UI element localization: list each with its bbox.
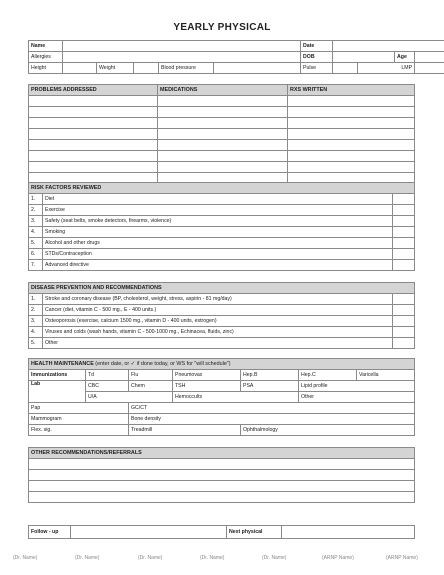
disease-num: 4. [29, 327, 43, 338]
disease-check[interactable] [393, 327, 415, 338]
provider-name: (ARNP Name) [386, 555, 418, 561]
blood-pressure-label: Blood pressure [159, 63, 214, 74]
medication-cell[interactable] [158, 162, 288, 173]
problem-cell[interactable] [29, 107, 158, 118]
health-maintenance-heading: HEALTH MAINTENANCE [31, 361, 94, 367]
date-field[interactable] [333, 41, 444, 52]
disease-item: Cancer (diet, vitamin C - 500 mg., E - 400 units.) [43, 305, 393, 316]
medications-heading: MEDICATIONS [158, 85, 288, 96]
referral-line[interactable] [29, 459, 415, 470]
follow-up-label: Follow - up [29, 526, 71, 539]
disease-prevention-heading: DISEASE PREVENTION AND RECOMMENDATIONS [29, 283, 415, 294]
problem-cell[interactable] [29, 151, 158, 162]
rx-cell[interactable] [288, 140, 415, 151]
disease-num: 3. [29, 316, 43, 327]
dob-label: DOB [301, 52, 333, 63]
age-label: Age [395, 52, 415, 63]
disease-check[interactable] [393, 305, 415, 316]
rx-cell[interactable] [288, 107, 415, 118]
referral-line[interactable] [29, 492, 415, 503]
risk-item: Safety (seat belts, smoke detectors, firearms, violence) [43, 216, 393, 227]
weight-field[interactable] [134, 63, 159, 74]
provider-name: (Dr. Name) [262, 555, 287, 561]
lab-cbc[interactable]: CBC [86, 381, 129, 392]
patient-info-table [28, 40, 444, 74]
immunization-td[interactable]: Td [86, 370, 129, 381]
immunization-flu[interactable]: Flu [129, 370, 173, 381]
immunization-hep-c[interactable]: Hep.C [299, 370, 357, 381]
provider-name: (Dr. Name) [138, 555, 163, 561]
rxs-written-heading: RXS WRITTEN [288, 85, 415, 96]
pap-field[interactable]: Pap [29, 403, 129, 414]
follow-up-table [28, 525, 415, 539]
disease-prevention-table [28, 282, 415, 349]
name-label: Name [29, 41, 63, 52]
immunization-varicella[interactable]: Varicella [357, 370, 415, 381]
rx-cell[interactable] [288, 151, 415, 162]
next-physical-field[interactable] [282, 526, 415, 539]
health-maintenance-header [29, 359, 415, 370]
medication-cell[interactable] [158, 96, 288, 107]
problem-cell[interactable] [29, 118, 158, 129]
risk-factors-heading: RISK FACTORS REVIEWED [29, 183, 415, 194]
disease-item: Osteoporosis (exercise, calcium 1500 mg., vitamin D - 400 units, estrogen) [43, 316, 393, 327]
risk-num: 2. [29, 205, 43, 216]
mammogram-field[interactable]: Mammogram [29, 414, 129, 425]
name-field[interactable] [63, 41, 301, 52]
medication-cell[interactable] [158, 129, 288, 140]
lab-ua[interactable]: U/A [86, 392, 173, 403]
risk-num: 6. [29, 249, 43, 260]
other-recommendations-heading: OTHER RECOMMENDATIONS/REFERRALS [29, 448, 415, 459]
flex-sig-field[interactable]: Flex. sig. [29, 425, 129, 436]
gc-ct-field[interactable]: GC/CT [129, 403, 415, 414]
form-title: YEARLY PHYSICAL [173, 22, 271, 33]
risk-num: 3. [29, 216, 43, 227]
risk-check[interactable] [393, 249, 415, 260]
follow-up-field[interactable] [71, 526, 227, 539]
medication-cell[interactable] [158, 140, 288, 151]
date-label: Date [301, 41, 333, 52]
risk-check[interactable] [393, 227, 415, 238]
health-maintenance-table [28, 358, 415, 436]
lmp-label: LMP [358, 63, 415, 74]
disease-item: Other [43, 338, 393, 349]
lmp-field[interactable] [415, 63, 444, 74]
problem-cell[interactable] [29, 96, 158, 107]
lab-tsh[interactable]: TSH [173, 381, 241, 392]
disease-check[interactable] [393, 294, 415, 305]
risk-check[interactable] [393, 216, 415, 227]
risk-item: Exercise [43, 205, 393, 216]
problems-addressed-heading: PROBLEMS ADDRESSED [29, 85, 158, 96]
lab-lipid-profile[interactable]: Lipid profile [299, 381, 415, 392]
immunizations-label: Immunizations [29, 370, 86, 381]
immunization-hep-b[interactable]: Hep.B [241, 370, 299, 381]
allergies-field[interactable] [63, 52, 301, 63]
disease-item: Stroke and coronary disease (BP, cholesterol, weight, stress, aspirin - 81 mg/day) [43, 294, 393, 305]
risk-num: 5. [29, 238, 43, 249]
disease-check[interactable] [393, 338, 415, 349]
rx-cell[interactable] [288, 162, 415, 173]
disease-num: 2. [29, 305, 43, 316]
ophthalmology-field[interactable]: Ophthalmology [241, 425, 415, 436]
risk-item: Alcohol and other drugs [43, 238, 393, 249]
rx-cell[interactable] [288, 96, 415, 107]
disease-item: Viruses and colds (wash hands, vitamin C - 500-1000 mg., Echinacea, fluids, zinc) [43, 327, 393, 338]
disease-num: 1. [29, 294, 43, 305]
dob-field[interactable] [333, 52, 395, 63]
blood-pressure-field[interactable] [214, 63, 301, 74]
lab-label: Lab [29, 381, 86, 403]
bone-density-field[interactable]: Bone density [129, 414, 415, 425]
risk-check[interactable] [393, 260, 415, 271]
immunization-pneumovax[interactable]: Pneumovax [173, 370, 241, 381]
provider-name: (Dr. Name) [13, 555, 38, 561]
lab-hemoccults[interactable]: Hemoccults [173, 392, 299, 403]
other-recommendations-table [28, 447, 415, 503]
disease-num: 5. [29, 338, 43, 349]
risk-check[interactable] [393, 238, 415, 249]
medication-cell[interactable] [158, 151, 288, 162]
height-field[interactable] [63, 63, 97, 74]
risk-factors-table [28, 182, 415, 271]
allergies-label: Allergies [29, 52, 63, 63]
weight-label: Weight [97, 63, 134, 74]
pulse-field[interactable] [333, 63, 358, 74]
lab-psa[interactable]: PSA [241, 381, 299, 392]
risk-item: Advanced directive [43, 260, 393, 271]
risk-num: 7. [29, 260, 43, 271]
risk-check[interactable] [393, 194, 415, 205]
health-maintenance-note: (enter date, or ✓ if done today, or WS for "will schedule") [95, 361, 231, 367]
referral-line[interactable] [29, 481, 415, 492]
lab-chem[interactable]: Chem [129, 381, 173, 392]
provider-name: (ARNP Name) [322, 555, 354, 561]
age-field[interactable] [415, 52, 444, 63]
rx-cell[interactable] [288, 118, 415, 129]
referral-line[interactable] [29, 470, 415, 481]
problem-cell[interactable] [29, 140, 158, 151]
problem-cell[interactable] [29, 162, 158, 173]
risk-item: STDs/Contraception [43, 249, 393, 260]
rx-cell[interactable] [288, 129, 415, 140]
medication-cell[interactable] [158, 118, 288, 129]
medication-cell[interactable] [158, 107, 288, 118]
problems-table [28, 84, 415, 184]
lab-other[interactable]: Other [299, 392, 415, 403]
height-label: Height [29, 63, 63, 74]
next-physical-label: Next physical [227, 526, 282, 539]
pulse-label: Pulse [301, 63, 333, 74]
risk-item: Diet [43, 194, 393, 205]
provider-name: (Dr. Name) [75, 555, 100, 561]
risk-check[interactable] [393, 205, 415, 216]
problem-cell[interactable] [29, 129, 158, 140]
treadmill-field[interactable]: Treadmill [129, 425, 241, 436]
disease-check[interactable] [393, 316, 415, 327]
risk-item: Smoking [43, 227, 393, 238]
provider-name: (Dr. Name) [200, 555, 225, 561]
risk-num: 4. [29, 227, 43, 238]
risk-num: 1. [29, 194, 43, 205]
